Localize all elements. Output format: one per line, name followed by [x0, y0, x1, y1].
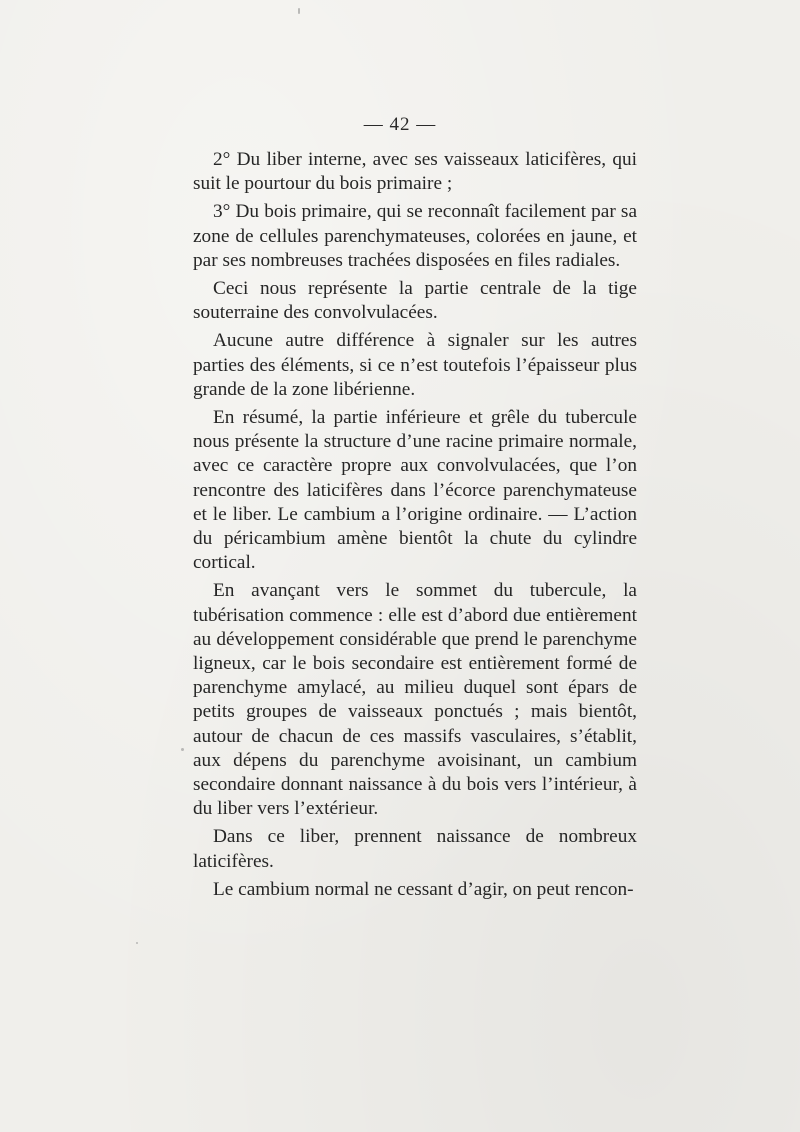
- paragraph: Le cambium normal ne cessant d’agir, on peut rencon-: [213, 878, 634, 900]
- paragraph: Aucune autre différence à signaler sur les autres parties des éléments, si ce n’est toutefois l’épaisseur plus grande de la zone libérienne.: [193, 330, 637, 400]
- paragraph: En avançant vers le sommet du tubercule, la tubérisation commence : elle est d’abord due entièrement au développement considérable que prend le parenchyme ligneux, car le bois secondaire est entièrement formé de parenchyme amylacé, au milieu duquel sont épars de petits groupes de vaisseaux ponctués ; mais bientôt, autour de chacun de ces massifs vasculaires, s’établit, aux dépens du parenchyme avoisinant, un cambium secondaire donnant naissance à du bois vers l’intérieur, à du liber vers l’extérieur.: [193, 580, 637, 820]
- paragraph: 2° Du liber interne, avec ses vaisseaux laticifères, qui suit le pourtour du bois primaire ;: [193, 149, 637, 195]
- paragraph: Dans ce liber, prennent naissance de nombreux laticifères.: [193, 826, 637, 872]
- page-number: — 42 —: [363, 114, 437, 135]
- paragraph: 3° Du bois primaire, qui se reconnaît facilement par sa zone de cellules parenchymateuses, colorées en jaune, et par ses nombreuses trachées disposées en files radiales.: [193, 201, 637, 271]
- paper-speck: [181, 748, 184, 751]
- paragraph: En résumé, la partie inférieure et grêle du tubercule nous présente la structure d’une racine primaire normale, avec ce caractère propre aux convolvulacées, que l’on rencontre des laticifères dans l’écorce parenchymateuse et le liber. Le cambium a l’origine ordinaire. — L’action du péricambium amène bientôt la chute du cylindre cortical.: [193, 407, 637, 574]
- paper-speck: [298, 8, 300, 14]
- paper-speck: [136, 942, 138, 944]
- paragraph: Ceci nous représente la partie centrale de la tige souterraine des convolvulacées.: [193, 278, 637, 324]
- body-text: [193, 148, 637, 906]
